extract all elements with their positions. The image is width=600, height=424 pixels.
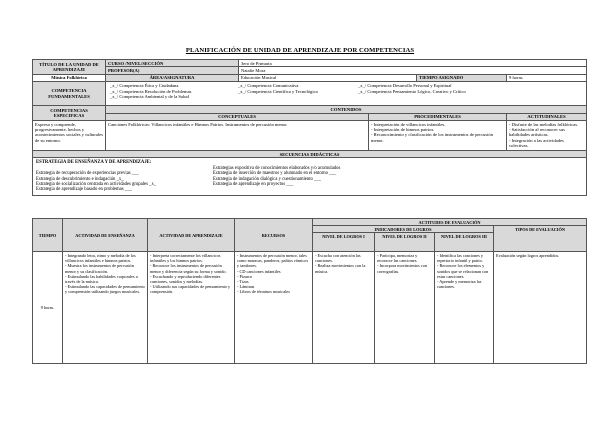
col-nivel-1: NIVEL DE LOGROS I: [313, 233, 375, 252]
unit-title-value: Música Folklórica: [33, 74, 106, 81]
nivel-3-list: [435, 252, 494, 364]
list-item: - Integración a las actividades colectivas.: [509, 137, 564, 149]
area-value: Educación Musical: [239, 74, 417, 81]
teacher-row: [33, 67, 587, 74]
list-item: - Instrumentos de percusión menor, tales como maracas, panderos, palitos rítmicos y tambores.: [237, 252, 309, 269]
teacher-value: Natalie Mora: [239, 67, 587, 74]
col-indicadores: INDICADORES DE LOGROS: [313, 226, 494, 233]
competencia-item: _x_/ Competencia Pensamiento Lógico, Creativo y Crítico: [358, 88, 466, 94]
list-item: - Libros de términos musicales: [237, 289, 290, 295]
ensenanza-list: [63, 252, 148, 364]
competencia-item: _x_/ Competencia Ética y Ciudadana: [110, 83, 179, 89]
aprendizaje-list: [148, 252, 235, 364]
competencia-item: _x_/ Competencia Científica y Tecnológica: [238, 88, 318, 94]
procedimentales-list: [369, 121, 507, 151]
list-item: - Muestra los instrumentos de percusión menor y su clasificación.: [65, 263, 134, 274]
list-item: - Utilizando sus capacidades de pensamiento y comprensión.: [150, 284, 231, 295]
tipos-value: Evaluación según logros aprendidos.: [494, 252, 587, 364]
list-item: - Interpreta correctamente los villancicos infantiles y los himnos patrios.: [150, 252, 221, 264]
recursos-list: [235, 252, 313, 364]
estrategia-item: Estrategia de descubrimiento e indagación _x_: [36, 176, 124, 182]
list-item: - Estimulando las capacidades de pensamiento y comprensión utilizando juegos musicales.: [65, 284, 145, 295]
course-label: CURSO /NIVEL/SECCIÓN: [106, 60, 239, 67]
procedimentales-label: PROCEDIMENTALES: [369, 113, 507, 120]
nivel-2-list: [375, 252, 435, 364]
activities-table: [32, 218, 587, 364]
list-item: - Identifica las canciones y repertorio infantil y patrio.: [437, 252, 484, 264]
estrategia-item: Estrategia de aprendizaje basado en problemas ___: [36, 187, 132, 193]
col-tipos: TIPOS DE EVALUACIÓN: [494, 226, 587, 252]
estrategia-item: Estrategia de recuperación de experiencias previas ___: [36, 171, 139, 177]
estrategia-item: Estrategia de inserción de maestros y alumnado en el entorno ___: [213, 171, 337, 177]
course-row: [33, 60, 587, 67]
teacher-label: PROFESOR(A): [106, 67, 239, 74]
list-item: - Láminas: [237, 284, 255, 290]
estrategia-item: Estrategia de aprendizaje en proyectos ___: [213, 182, 294, 188]
list-item: - Disfrute de las melodías folklóricas.: [509, 121, 579, 127]
competencias-label: COMPETENCIA FUNDAMENTALES: [33, 82, 106, 106]
secuencias-label: SECUENCIAS DIDÁCTICAS: [33, 151, 587, 158]
time-value: 9 horas.: [507, 74, 587, 81]
actitudinales-label: ACTITUDINALES: [507, 113, 587, 120]
secuencias-header-row: [33, 151, 587, 158]
conceptuales-label: CONCEPTUALES: [106, 113, 369, 120]
col-recursos: RECURSOS: [235, 219, 313, 252]
contenidos-header-row: [33, 106, 587, 113]
area-label: ÁREA/ASIGNATURA: [106, 74, 239, 81]
list-item: - Realiza movimientos con la música.: [315, 263, 366, 274]
list-item: - Incorpora movimientos con coreografías.: [377, 263, 427, 274]
competencia-item: _x_/ Competencia Desarrollo Personal y Espiritual: [358, 83, 452, 89]
estrategia-item: Estrategias expositiva de conocimientos elaborados y/o acumulados: [213, 165, 341, 171]
activities-row: [33, 252, 587, 364]
estrategia-block: [33, 158, 587, 195]
list-item: - Aprende y memoriza las canciones.: [437, 278, 482, 290]
activities-header-row-1: [33, 219, 587, 226]
col-nivel-3: NIVEL DE LOGROS III: [435, 233, 494, 252]
list-item: - Reconocimiento y clasificación de los instrumentos de percusión menor.: [371, 132, 493, 143]
actitudinales-list: [507, 121, 587, 151]
contenidos-row: [33, 121, 587, 151]
page-title: PLANIFICACIÓN DE UNIDAD DE APRENDIZAJE POR COMPETENCIAS: [185, 47, 415, 54]
list-item: - Estimulando las habilidades corporales a través de la música.: [65, 273, 138, 284]
list-item: - Integrando letra, ritmo y melodía de los villancicos infantiles e himnos patrios.: [65, 252, 136, 264]
nivel-1-list: [313, 252, 375, 364]
area-row: [33, 74, 587, 81]
list-item: - Reconoce los instrumentos de percusión menor y diferencia según su forma y sonido.: [150, 263, 227, 274]
unit-title-label: TÍTULO DE LA UNIDAD DE APRENDIZAJE: [33, 60, 106, 75]
estrategia-row: [33, 158, 587, 195]
time-label: TIEMPO ASIGNADO: [417, 74, 507, 81]
col-evaluacion: ACTITUDES DE EVALUACIÓN: [313, 219, 587, 226]
planning-header-table: [32, 59, 587, 196]
list-item: - Satisfacción al reconocer sus habilidades artísticas.: [509, 126, 565, 138]
competencia-item: _x_/ Competencia Comunicativa: [238, 83, 299, 89]
col-tiempo: TIEMPO: [33, 219, 63, 252]
col-ensenanza: ACTIVIDAD DE ENSEÑANZA: [63, 219, 148, 252]
list-item: - Reconoce los elementos y sonidos que se relacionan con estas canciones.: [437, 263, 489, 279]
list-item: - Tizas: [237, 278, 249, 284]
list-item: - Interpretación de villancicos infantiles.: [371, 121, 446, 127]
estrategia-item: Estrategia de indagación dialógica y cuestionamiento ___: [213, 176, 322, 182]
list-item: - Escuchando y reproduciendo diferentes canciones, sonidos y melodías.: [150, 273, 221, 284]
col-nivel-2: NIVEL DE LOGROS II: [375, 233, 435, 252]
competencia-item: _x_/ Competencia Ambiental y de la Salud: [110, 94, 189, 100]
estrategia-item: Estrategia de socialización centrada en actividades grupales _x_: [36, 182, 157, 188]
tiempo-value: 9 horas.: [33, 252, 63, 364]
competencias-row: [33, 82, 587, 106]
competencia-item: _x_/ Competencia Resolución de Problemas: [110, 88, 192, 94]
list-item: - Participa, memoriza y reconoce las canciones.: [377, 252, 418, 264]
contenidos-subheader-row: [33, 113, 587, 120]
contenidos-label: CONTENIDOS: [106, 106, 587, 113]
conceptuales-text: Canciones Folklóricas: Villancicos infantiles e Himnos Patrios. Instrumentos de percusión menor.: [106, 121, 369, 151]
estrategia-label: ESTRATEGIA DE ENSEÑANZA Y DE APRENDIZAJE:: [36, 160, 152, 166]
especificas-text: Expresa y comprende, progresivamente, hechos y acontecimientos sociales y culturales de su entorno.: [33, 121, 106, 151]
course-value: 3ero de Primaria: [239, 60, 587, 67]
especificas-label: COMPETENCIAS ESPECIFICAS: [33, 106, 106, 121]
list-item: - Pizarra: [237, 273, 252, 279]
competencias-list: [106, 82, 587, 106]
list-item: - Escucha con atención las canciones.: [315, 252, 361, 264]
list-item: - CD canciones infantiles: [237, 268, 281, 274]
col-aprendizaje: ACTIVIDAD DE APRENDIZAJE: [148, 219, 235, 252]
list-item: - Interpretación de himnos patrios.: [371, 126, 435, 132]
